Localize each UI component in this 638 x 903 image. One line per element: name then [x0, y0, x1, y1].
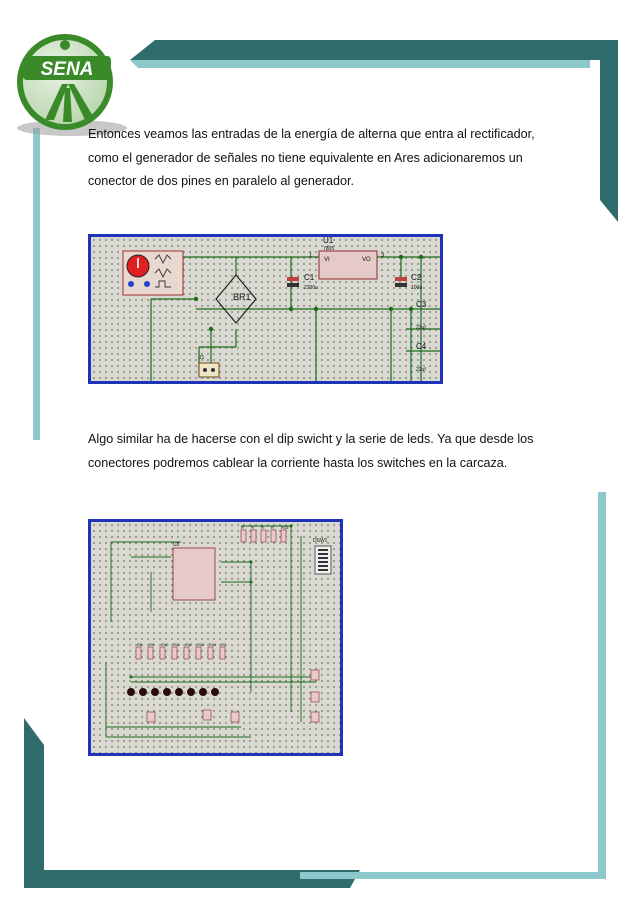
top-r-label: R: [251, 525, 254, 530]
paragraph-2-line-1: Algo similar ha de hacerse con el dip swicht y la serie de leds. Ya que desde los: [88, 432, 534, 446]
c3-value: 22uf: [416, 325, 426, 331]
pin3-label: 3: [381, 253, 385, 259]
paragraph-energy-inputs: [88, 123, 558, 194]
u2-label: U2: [173, 542, 180, 548]
resistor-label: R11: [173, 642, 181, 647]
c4-label: C4: [416, 342, 427, 351]
br1-label: BR1: [233, 292, 251, 302]
paragraph-dip-switch: [88, 428, 558, 475]
dsw1-label: DSW1: [313, 538, 328, 544]
c4-value: 22uf: [416, 367, 426, 373]
resistor-label: R14: [209, 642, 217, 647]
resistor-label: R9: [149, 642, 155, 647]
dip-switch-led-schematic: [88, 519, 343, 756]
logo-text: SENA: [40, 59, 94, 80]
resistor-label: R13: [197, 642, 205, 647]
resistor-label: R2: [221, 642, 227, 647]
paragraph-1-line-2: como el generador de señales no tiene equivalente en Ares adicionaremos un: [88, 150, 523, 165]
vi-label: VI: [324, 257, 330, 263]
u1-part-label: 7805: [323, 246, 335, 252]
paragraph-1-line-3: conector de dos pines en paralelo al generador.: [88, 174, 355, 188]
top-r-label: R15: [281, 525, 289, 530]
dip-switch-led-schematic-drawing: [91, 522, 340, 753]
c2-value: 100u: [411, 285, 423, 291]
resistor-label: R8: [137, 642, 143, 647]
resistor-label: R10: [161, 642, 169, 647]
c2-label: C2: [411, 273, 422, 282]
c1-label: C1: [304, 273, 315, 282]
vo-label: VO: [362, 257, 371, 263]
top-r-label: R: [271, 525, 274, 530]
paragraph-1-line-1: Entonces veamos las entradas de la energía de alterna que entra al rectificador,: [88, 127, 535, 141]
c3-label: C3: [416, 300, 427, 309]
paragraph-2-line-2: conectores podremos cablear la corriente hasta los switches en la carcaza.: [88, 455, 508, 470]
power-supply-schematic-drawing: [91, 237, 440, 381]
resistor-label: R12: [185, 642, 193, 647]
top-r-label: R: [261, 525, 264, 530]
u1-label: U1: [323, 237, 334, 245]
j1-label: J1: [199, 355, 205, 361]
pin1-label: 1: [309, 253, 313, 259]
power-supply-schematic: [88, 234, 443, 384]
top-r-label: R: [241, 525, 244, 530]
c1-value: 2200u: [304, 285, 318, 291]
